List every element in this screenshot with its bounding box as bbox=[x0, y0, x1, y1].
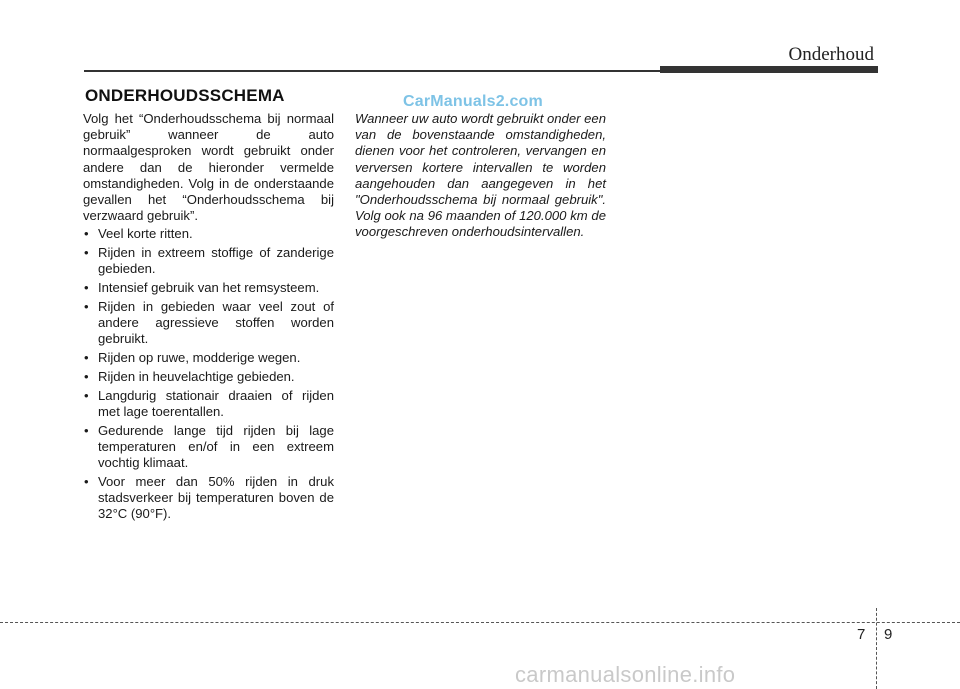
chapter-number: 7 bbox=[857, 626, 866, 643]
list-item: • Gedurende lange tijd rijden bij lage temperaturen en/of in een extreem vochtig klimaat. bbox=[84, 422, 334, 471]
bullet-icon: • bbox=[84, 350, 89, 366]
chapter-header-title: Onderhoud bbox=[788, 44, 874, 65]
bullet-icon: • bbox=[84, 422, 89, 438]
bullet-icon: • bbox=[84, 474, 89, 490]
bullet-list bbox=[83, 226, 334, 522]
list-item: • Rijden in gebieden waar veel zout of andere agressieve stoffen worden gebruikt. bbox=[84, 299, 334, 347]
page-number: 9 bbox=[884, 626, 893, 643]
left-column bbox=[83, 111, 334, 525]
bullet-icon: • bbox=[84, 226, 89, 242]
bullet-icon: • bbox=[84, 245, 89, 261]
intro-paragraph: Volg het “Onderhoudsschema bij normaal gebruik” wanneer de auto normaalgesproken wordt gebruikt onder andere dan de hieronder vermelde omstandigheden. Volg in de onderstaande gevallen het “Onderhoudsschema bij verzwaard gebruik”. bbox=[83, 111, 334, 224]
header-rule-thick bbox=[660, 66, 878, 73]
watermark-top: CarManuals2.com bbox=[403, 93, 543, 110]
footer-dashed-rule bbox=[0, 622, 960, 623]
list-item: • Intensief gebruik van het remsysteem. bbox=[84, 280, 320, 296]
list-item: • Rijden in heuvelachtige gebieden. bbox=[84, 369, 295, 385]
right-column bbox=[355, 111, 606, 241]
bullet-icon: • bbox=[84, 387, 89, 403]
bullet-icon: • bbox=[84, 299, 89, 315]
bullet-icon: • bbox=[84, 369, 89, 385]
list-item: • Rijden op ruwe, modderige wegen. bbox=[84, 350, 301, 366]
list-item: • Veel korte ritten. bbox=[84, 226, 193, 242]
section-title: ONDERHOUDSSCHEMA bbox=[85, 86, 285, 105]
header-rule-thin bbox=[84, 70, 660, 72]
list-item: • Voor meer dan 50% rijden in druk stadsverkeer bij temperaturen boven de 32°C (90°F). bbox=[84, 474, 334, 522]
bullet-icon: • bbox=[84, 280, 89, 296]
list-item: • Rijden in extreem stoffige of zanderige gebieden. bbox=[84, 245, 334, 277]
list-item: • Langdurig stationair draaien of rijden met lage toerentallen. bbox=[84, 387, 334, 420]
watermark-bottom: carmanualsonline.info bbox=[515, 662, 736, 687]
footer-dashed-divider bbox=[876, 608, 877, 689]
note-paragraph: Wanneer uw auto wordt gebruikt onder een van de bovenstaande omstandigheden, dienen voor het controleren, vervangen en verversen kortere intervallen te worden aangehouden dan aangegeven in het "Onderhoudsschema bij normaal gebruik". Volg ook na 96 maanden of 120.000 km de voorgeschreven onderhoudsintervallen. bbox=[355, 111, 606, 240]
